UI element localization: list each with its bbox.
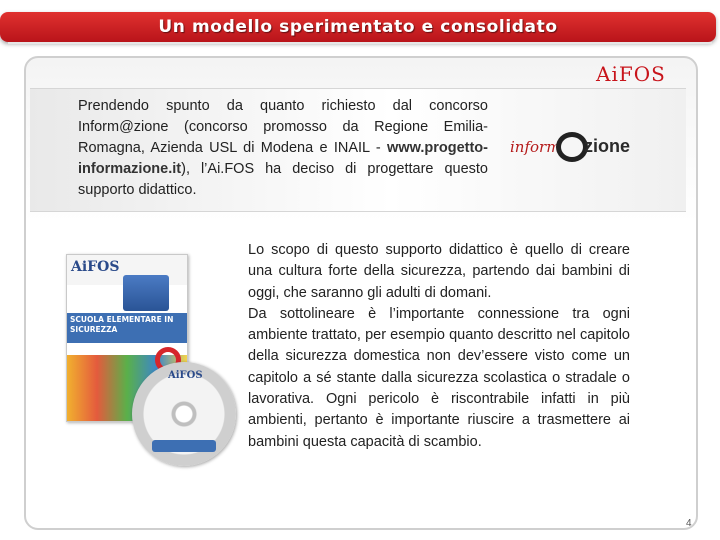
divider <box>8 42 712 44</box>
aifos-logo: AiFOS <box>596 62 666 86</box>
house-icon <box>123 275 169 311</box>
disc-brand: AiFOS <box>168 370 203 381</box>
intro-text-start: Prendendo spunto da quanto richiesto dal concorso Inform@zione (concorso promosso da Regione Emilia-Romagna, Azienda USL di Modena e INAIL - <box>78 98 488 156</box>
informazione-logo-right: zione <box>584 136 631 156</box>
title-banner <box>0 12 716 42</box>
book-cover-title: SCUOLA ELEMENTARE IN SICUREZZA <box>70 315 174 334</box>
body-paragraph: Da sottolineare è l’importante connessione tra ogni ambiente trattato, per esempio quanto descritto nel capitolo della sicurezza domestica non dev’essere visto come un capitolo a sé stante dalla sicurezza scolastica o stradale o lavorativa. Ogni pericolo è riscontrabile infatti in più ambienti, pertanto è importante riuscire a trasmettere ai bambini questa capacità di scambio. <box>248 305 630 450</box>
disc-label <box>152 440 216 452</box>
intro-paragraph <box>78 96 488 201</box>
body-paragraph: Lo scopo di questo supporto didattico è quello di creare una cultura forte della sicurezza, partendo dai bambini di oggi, che saranno gli adulti di domani. <box>248 242 630 301</box>
project-link[interactable]: www.progetto-informazione.it <box>78 140 488 177</box>
book-brand: AiFOS <box>71 259 120 275</box>
informazione-logo-left: inform <box>510 138 561 156</box>
body-text <box>248 240 630 453</box>
intro-text-end: ), l’Ai.FOS ha deciso di progettare questo supporto didattico. <box>78 161 488 198</box>
cd-disc-image <box>132 362 236 466</box>
page-number: 4 <box>686 518 692 529</box>
slide-title: Un modello sperimentato e consolidato <box>158 17 558 37</box>
informazione-logo <box>510 132 650 166</box>
